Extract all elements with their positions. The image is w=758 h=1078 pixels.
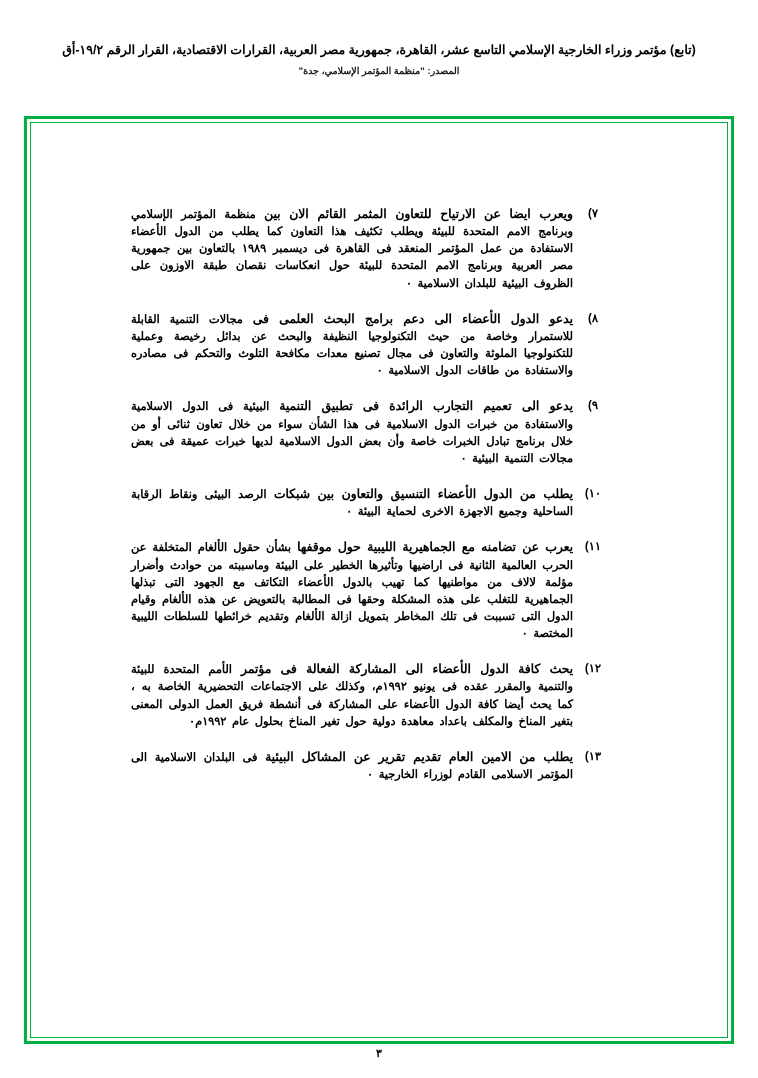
clause-text — [131, 310, 573, 381]
clause-item — [131, 660, 613, 731]
clause-item — [131, 748, 613, 784]
header-source: المصدر: "منظمة المؤتمر الإسلامي، جدة" — [298, 65, 460, 77]
clause-text — [131, 205, 573, 293]
page-border-frame — [24, 116, 734, 1044]
header-title: (تابع) مؤتمر وزراء الخارجية الإسلامي التاسع عشر، القاهرة، جمهورية مصر العربية، القرارات الاقتصادية، القرار الرقم ١٩/٢-أق — [62, 43, 696, 57]
clause-body-text: الرصد البيئى ونقاط الرقابة الساحلية وجميع الاجهزة الاخرى لحماية البيئة ٠ — [131, 489, 573, 519]
clause-body-text: البيئية فى الدول الاسلامية والاستفادة من خبرات الدول الاسلامية فى هذا الشأن سواء من خلال تعاون ثنائى أو من خلال برنامج تبادل الخبرات خاصة وأن بعض الدول الاسلامية لديها خبرات عميقة فى بعض مجالات التنمية البيئية ٠ — [131, 401, 573, 465]
clause-lead: ويعرب ايضا عن الارتياح للتعاون المثمر القائم الان بين — [264, 207, 573, 221]
clause-item — [131, 310, 613, 381]
document-header — [0, 0, 758, 77]
clause-item — [131, 205, 613, 293]
clause-number: ١١) — [584, 541, 602, 554]
clause-text — [131, 660, 573, 731]
clause-item — [131, 397, 613, 468]
clause-text — [131, 538, 573, 643]
page-number: ٣ — [376, 1048, 382, 1060]
clause-body-text: بشأن حقول الألغام المتخلفة عن الحرب العالمية الثانية فى اراضيها وتأثيرها الخطير على البيئة وماسببته من حوادث وأضرار مؤلمة لالاف من مواطنيها كما تهيب بالدول الأعضاء التكاتف مع الجهود التى تبذلها الجماهيرية للتغلب على هذه المشكلة وحقها فى المطالبة بالتعويض عن هذه الألغام وقيام الدول التى تسببت فى تلك المخاطر بتمويل ازالة الألغام وتقديم خرائطها للسلطات الليبية المختصة ٠ — [131, 542, 573, 641]
clause-lead: يطلب من الدول الأعضاء التنسيق والتعاون بين شبكات — [273, 487, 573, 502]
clause-list — [131, 205, 613, 801]
clause-number: ٩) — [587, 400, 599, 413]
clause-lead: يطلب من الامين العام تقديم تقرير عن المشاكل البيئية — [265, 749, 573, 764]
clause-body-text: فى البلدان الاسلامية الى المؤتمر الاسلامى القادم لوزراء الخارجية ٠ — [131, 751, 573, 782]
clause-body-text: مجالات التنمية القابلة للاستمرار وخاصة من حيث التكنولوجيا النظيفة والبحث عن بدائل رخيصة وعملية للتكنولوجيا الملوثة والتعاون فى مجال تصنيع معدات مكافحة التلوث والتحكم فى مصادره والاستفادة من طاقات الدول الاسلامية ٠ — [131, 313, 573, 378]
clause-number: ١٢) — [584, 663, 602, 676]
clause-item — [131, 538, 613, 643]
clause-number: ١٣) — [584, 750, 602, 763]
clause-item — [131, 485, 613, 521]
clause-lead: يعرب عن تضامنه مع الجماهيرية الليبية حول موقفها — [297, 540, 574, 555]
clause-text — [131, 748, 573, 784]
clause-body-text: الأمم المتحدة للبيئة والتنمية والمقرر عقده فى يونيو ١٩٩٢م، وكذلك على الاجتماعات التحضيرية الخاصة به ، كما يحث أيضا كافة الدول الأعضاء على المشاركة فى أنشطة فريق العمل الدولى المعنى بتغير المناخ والمكلف باعداد معاهدة دولية حول تغير المناخ بحلول عام ١٩٩٢م٠ — [131, 664, 573, 728]
clause-number: ١٠) — [584, 488, 602, 501]
clause-lead: يحث كافة الدول الأعضاء الى المشاركة الفعالة فى مؤتمر — [241, 662, 574, 677]
clause-text — [131, 397, 573, 468]
clause-number: ٧) — [587, 208, 599, 220]
clause-text — [131, 485, 573, 521]
clause-body-text: منظمة المؤتمر الإسلامي وبرنامج الامم المتحدة للبيئة ويطلب تكثيف هذا التعاون كما يطلب من الدول الأعضاء الاستفادة من عمل المؤتمر المنعقد فى القاهرة فى ديسمبر ١٩٨٩ بالتعاون بين جمهورية مصر العربية وبرنامج الامم المتحدة للبيئة حول انعكاسات نقصان طبقة الاوزون على الظروف البيئية للبلدان الاسلامية ٠ — [131, 209, 573, 290]
clause-lead: يدعو الى تعميم التجارب الرائدة فى تطبيق التنمية — [279, 399, 574, 414]
clause-lead: يدعو الدول الأعضاء الى دعم برامج البحث العلمى فى — [252, 311, 573, 326]
clause-number: ٨) — [587, 312, 599, 325]
